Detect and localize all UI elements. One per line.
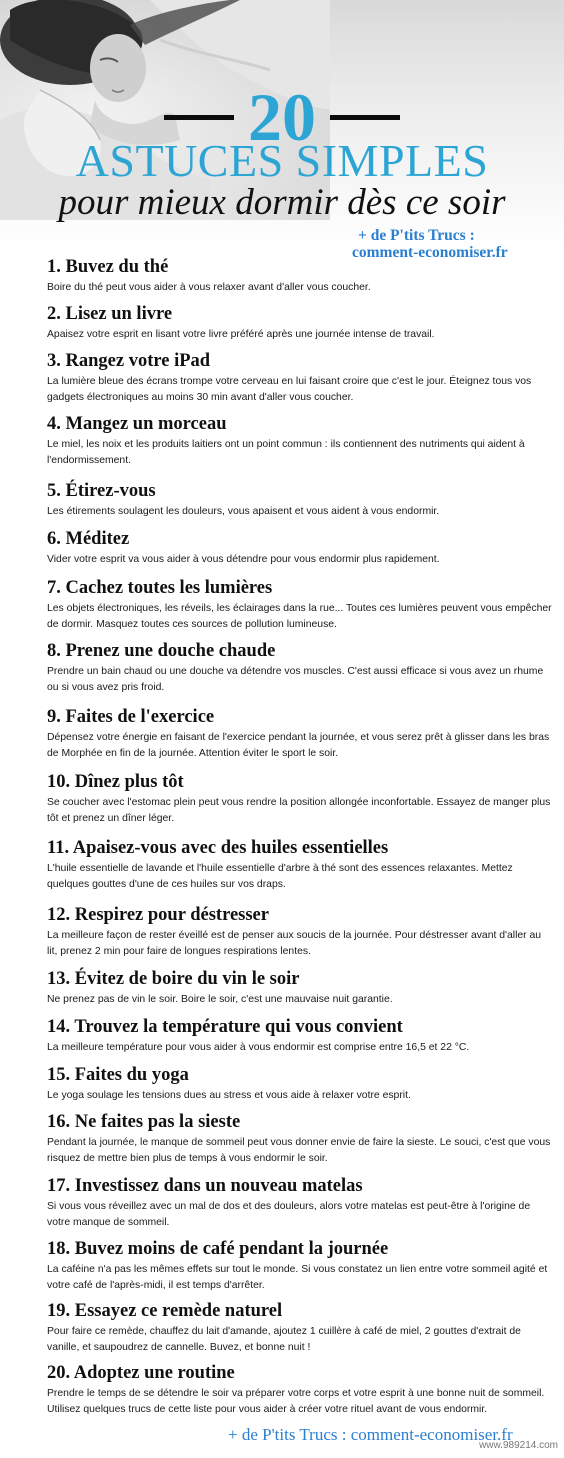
tip-item <box>47 256 552 296</box>
tip-description: La meilleure température pour vous aider à vous endormir est comprise entre 16,5 et 22 °C. <box>47 1042 470 1053</box>
right-dash <box>330 115 400 120</box>
tip-description: La meilleure façon de rester éveillé est de penser aux soucis de la journée. Pour déstresser avant d'aller au lit, prenez 2 min pour faire de longues respirations lentes. <box>47 930 542 957</box>
tip-description: Ne prenez pas de vin le soir. Boire le soir, c'est une mauvaise nuit garantie. <box>47 994 393 1005</box>
tip-title: 14. Trouvez la température qui vous convient <box>47 1017 403 1037</box>
tip-description: Pour faire ce remède, chauffez du lait d'amande, ajoutez 1 cuillère à café de miel, 2 gouttes d'extrait de vanille, et saupoudrez de cannelle. Buvez, et bonne nuit ! <box>47 1326 521 1353</box>
tip-description: Pendant la journée, le manque de sommeil peut vous donner envie de faire la sieste. Le souci, c'est que vous risquez de mettre bien plus de temps à vous endormir le soir. <box>47 1137 551 1164</box>
tip-title: 13. Évitez de boire du vin le soir <box>47 969 300 989</box>
tip-title: 11. Apaisez-vous avec des huiles essentielles <box>47 838 389 858</box>
tip-item <box>47 577 552 632</box>
tip-item <box>47 528 552 568</box>
tip-title: 17. Investissez dans un nouveau matelas <box>47 1176 363 1196</box>
headline-subtitle: pour mieux dormir dès ce soir <box>58 182 506 223</box>
tip-title: 7. Cachez toutes les lumières <box>47 578 273 598</box>
tip-description: La lumière bleue des écrans trompe votre cerveau en lui faisant croire que c'est le jour. Éteignez tous vos gadgets électroniques au moins 30 min avant d'aller vous coucher. <box>47 376 532 403</box>
tip-item <box>47 706 552 761</box>
tip-item <box>47 1016 552 1056</box>
tip-item <box>47 1300 552 1355</box>
watermark: www.989214.com <box>479 1440 558 1451</box>
tip-title: 20. Adoptez une routine <box>47 1363 235 1383</box>
tip-description: Se coucher avec l'estomac plein peut vous rendre la position allongée inconfortable. Essayez de manger plus tôt et prenez un dîner léger. <box>47 797 551 824</box>
tip-title: 4. Mangez un morceau <box>47 414 227 434</box>
tip-description: Dépensez votre énergie en faisant de l'exercice pendant la journée, et vous serez prêt à glisser dans les bras de Morphée en fin de la journée. Attention éviter le sport le soir. <box>47 732 550 759</box>
tip-title: 19. Essayez ce remède naturel <box>47 1301 283 1321</box>
tip-title: 1. Buvez du thé <box>47 257 169 277</box>
tip-description: Apaisez votre esprit en lisant votre livre préféré après une journée intense de travail. <box>47 329 435 340</box>
tip-item <box>47 968 552 1008</box>
credit-top-link[interactable]: comment-economiser.fr <box>352 244 508 261</box>
tip-title: 2. Lisez un livre <box>47 304 173 324</box>
tip-item <box>47 1111 552 1166</box>
tip-description: Prendre le temps de se détendre le soir va préparer votre corps et votre esprit à une bonne nuit de sommeil. Utilisez quelques trucs de cette liste pour vous aider à créer votre rituel avant de vous endormir. <box>47 1388 545 1415</box>
left-dash <box>164 115 234 120</box>
tip-item <box>47 904 552 959</box>
tip-description: L'huile essentielle de lavande et l'huile essentielle d'arbre à thé sont des essences relaxantes. Mettez quelques gouttes d'une de ces huiles sur vos draps. <box>47 863 513 890</box>
tip-item <box>47 1064 552 1104</box>
tip-title: 8. Prenez une douche chaude <box>47 641 276 661</box>
tip-title: 15. Faites du yoga <box>47 1065 189 1085</box>
tip-item <box>47 480 552 520</box>
tip-item <box>47 1175 552 1230</box>
headline-title: ASTUCES SIMPLES <box>75 135 489 186</box>
tip-item <box>47 640 552 695</box>
credit-bottom-link[interactable]: + de P'tits Trucs : comment-economiser.fr <box>228 1425 513 1444</box>
tip-description: La caféine n'a pas les mêmes effets sur tout le monde. Si vous constatez un lien entre votre sommeil agité et votre café de l'après-midi, il est temps d'arrêter. <box>47 1264 548 1291</box>
hero-banner <box>0 0 564 261</box>
tip-description: Prendre un bain chaud ou une douche va détendre vos muscles. C'est aussi efficace si vous avez un rhume ou si vous avez pris froid. <box>47 666 544 693</box>
tip-description: Le miel, les noix et les produits laitiers ont un point commun : ils contiennent des nutriments qui aident à l'endormissement. <box>47 439 525 466</box>
tip-title: 18. Buvez moins de café pendant la journée <box>47 1239 389 1259</box>
tip-item <box>47 350 552 405</box>
tip-item <box>47 1238 552 1293</box>
tip-description: Vider votre esprit va vous aider à vous détendre pour vous endormir plus rapidement. <box>47 554 440 565</box>
tip-title: 5. Étirez-vous <box>47 481 156 501</box>
tip-item <box>47 1362 552 1417</box>
tip-title: 9. Faites de l'exercice <box>47 707 215 727</box>
tip-item <box>47 837 552 892</box>
tip-item <box>47 771 552 826</box>
tip-description: Les objets électroniques, les réveils, les éclairages dans la rue... Toutes ces lumières peuvent vous empêcher de dormir. Masquez toutes ces sources de pollution lumineuse. <box>47 603 552 630</box>
credit-top-line1: + de P'tits Trucs : <box>358 227 475 244</box>
tip-description: Si vous vous réveillez avec un mal de dos et des douleurs, alors votre matelas est peut-être à l'origine de votre manque de sommeil. <box>47 1201 531 1228</box>
tip-description: Les étirements soulagent les douleurs, vous apaisent et vous aident à vous endormir. <box>47 506 440 517</box>
tip-title: 12. Respirez pour déstresser <box>47 905 269 925</box>
tip-description: Boire du thé peut vous aider à vous relaxer avant d'aller vous coucher. <box>47 282 371 293</box>
tip-title: 10. Dînez plus tôt <box>47 772 184 792</box>
headline-number: 20 <box>248 79 316 155</box>
tip-item <box>47 413 552 468</box>
tip-title: 3. Rangez votre iPad <box>47 351 211 371</box>
tip-title: 16. Ne faites pas la sieste <box>47 1112 241 1132</box>
tip-description: Le yoga soulage les tensions dues au stress et vous aide à relaxer votre esprit. <box>47 1090 411 1101</box>
tip-item <box>47 303 552 343</box>
tip-title: 6. Méditez <box>47 529 130 549</box>
